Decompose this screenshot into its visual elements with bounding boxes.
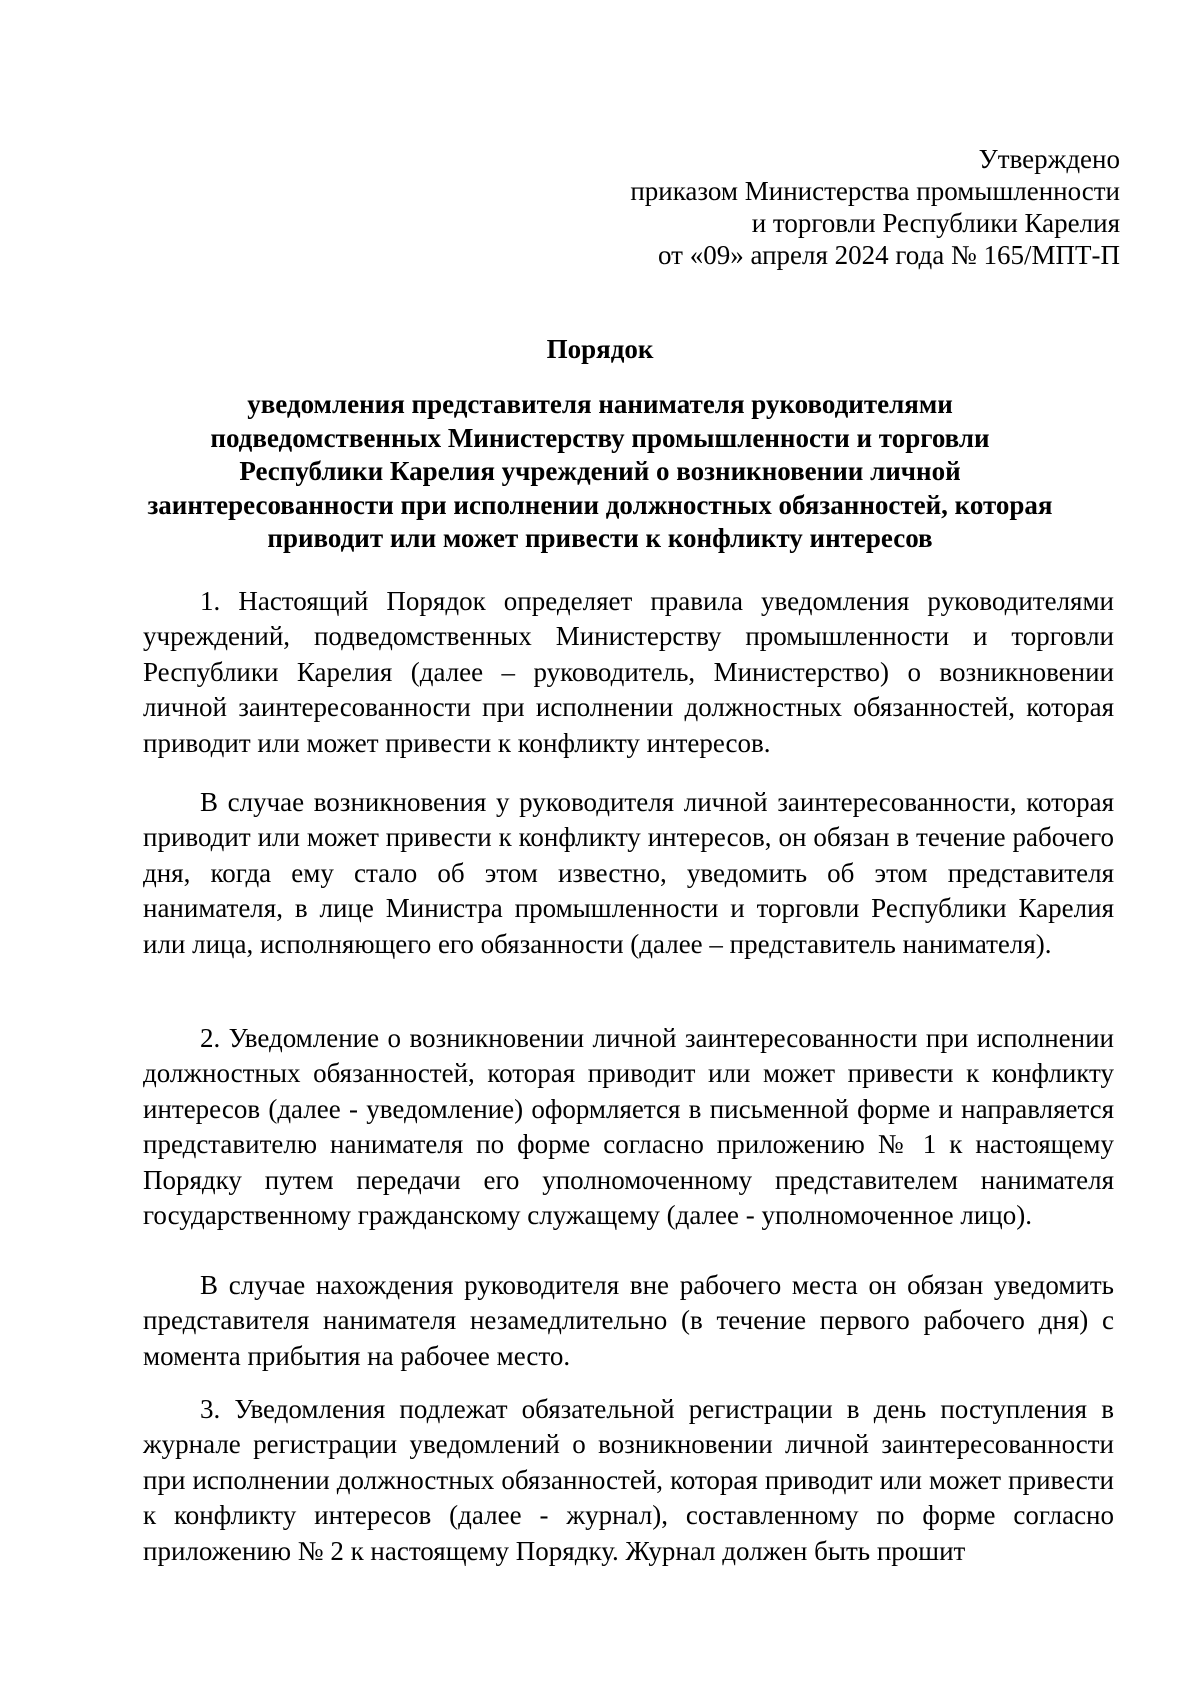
subtitle-line: приводит или может привести к конфликту интересов bbox=[267, 523, 933, 553]
document-title: Порядок bbox=[546, 334, 654, 364]
document-subtitle bbox=[140, 388, 1060, 556]
subtitle-line: Республики Карелия учреждений о возникновении личной bbox=[239, 456, 961, 486]
approval-block bbox=[560, 143, 1120, 271]
paragraph-3: 3. Уведомления подлежат обязательной регистрации в день поступления в журнале регистрации уведомлений о возникновении личной заинтересованности при исполнении должностных обязанностей, которая приводит или может привести к конфликту интересов (далее - журнал), составленному по форме согласно приложению № 2 к настоящему Порядку. Журнал должен быть прошит bbox=[143, 1394, 1114, 1566]
approval-line-order: приказом Министерства промышленности bbox=[630, 176, 1120, 206]
subtitle-line: заинтересованности при исполнении должностных обязанностей, которая bbox=[147, 489, 1053, 520]
subtitle-line: подведомственных Министерству промышленности и торговли bbox=[210, 422, 990, 453]
subtitle-line: уведомления представителя нанимателя руководителями bbox=[247, 389, 953, 419]
paragraph-2: 2. Уведомление о возникновении личной заинтересованности при исполнении должностных обязанностей, которая приводит или может привести к конфликту интересов (далее - уведомление) оформляется в письменной форме и направляется представителю нанимателя по форме согласно приложению № 1 к настоящему Порядку путем передачи его уполномоченному представителем нанимателя государственному гражданскому служащему (далее - уполномоченное лицо). bbox=[143, 1023, 1114, 1231]
approval-line-date-number: от «09» апреля 2024 года № 165/МПТ-П bbox=[658, 240, 1120, 270]
paragraph-1-continued: В случае возникновения у руководителя личной заинтересованности, которая приводит или может привести к конфликту интересов, он обязан в течение рабочего дня, когда ему стало об этом известно, уведомить об этом представителя нанимателя, в лице Министра промышленности и торговли Республики Карелия или лица, исполняющего его обязанности (далее – представитель нанимателя). bbox=[143, 787, 1114, 959]
paragraph-1: 1. Настоящий Порядок определяет правила уведомления руководителями учреждений, подведомственных Министерству промышленности и торговли Республики Карелия (далее – руководитель, Министерство) о возникновении личной заинтересованности при исполнении должностных обязанностей, которая приводит или может привести к конфликту интересов. bbox=[143, 586, 1114, 758]
approval-line-ministry: и торговли Республики Карелия bbox=[751, 208, 1120, 238]
paragraph-2-continued: В случае нахождения руководителя вне рабочего места он обязан уведомить представителя нанимателя незамедлительно (в течение первого рабочего дня) с момента прибытия на рабочее место. bbox=[143, 1270, 1114, 1371]
approval-line-approved: Утверждено bbox=[978, 144, 1120, 174]
